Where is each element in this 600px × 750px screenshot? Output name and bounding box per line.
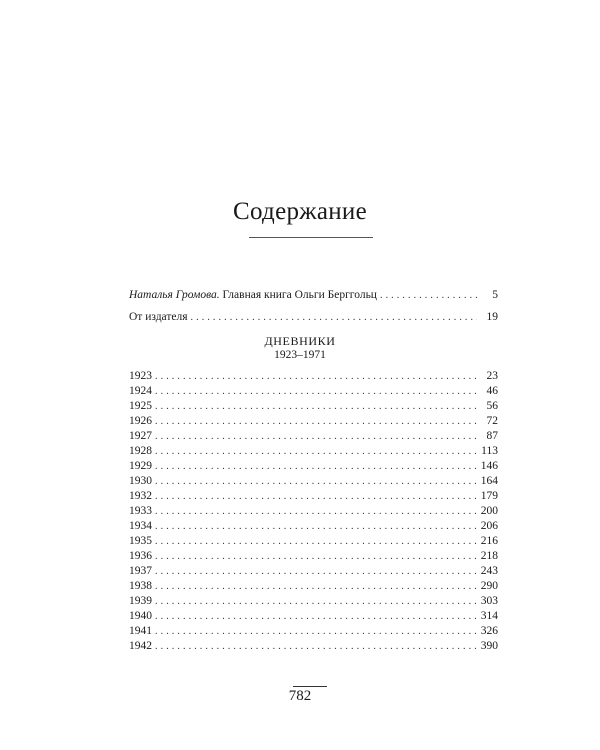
leader-dots [155,579,477,594]
toc-entry[interactable] [129,288,498,310]
toc-entry-label [129,288,377,303]
leader-dots [155,429,477,444]
toc-entry[interactable] [129,549,498,564]
toc-entry-page: 290 [480,580,498,592]
toc-entry[interactable] [129,384,498,399]
leader-dots [155,549,477,564]
toc-entry-year: 1933 [129,505,152,517]
toc-entry-year: 1930 [129,475,152,487]
toc-years-list [129,369,498,654]
toc-entry-year: 1941 [129,625,152,637]
toc-entry-year: 1939 [129,595,152,607]
toc-entry-title: От издателя [129,311,188,323]
toc-entry-page: 218 [480,550,498,562]
toc-entry[interactable] [129,444,498,459]
toc-entry-page: 56 [486,400,498,412]
toc-entry-page: 164 [480,475,498,487]
toc-entry-page: 179 [480,490,498,502]
toc-entry-year: 1942 [129,640,152,652]
toc-entry-page: 303 [480,595,498,607]
leader-dots [155,414,477,429]
title-underline [249,237,373,238]
folio-rule [293,686,327,687]
toc-entry-page: 216 [480,535,498,547]
toc-entry[interactable] [129,639,498,654]
toc-entry-year: 1936 [129,550,152,562]
leader-dots [380,288,477,303]
toc-entry-page: 72 [486,415,498,427]
toc-entry-page: 243 [480,565,498,577]
leader-dots [155,459,477,474]
toc-entry-page: 23 [486,370,498,382]
toc-entry-year: 1929 [129,460,152,472]
toc-entry-year: 1934 [129,520,152,532]
section-heading [0,334,600,362]
toc-entry-label [129,310,188,325]
toc-entry[interactable] [129,474,498,489]
toc-entry-page: 390 [480,640,498,652]
toc-entry[interactable] [129,519,498,534]
toc-entry[interactable] [129,594,498,609]
toc-entry[interactable] [129,504,498,519]
toc-entry-year: 1923 [129,370,152,382]
leader-dots [191,310,477,325]
toc-entry-year: 1937 [129,565,152,577]
leader-dots [155,609,477,624]
section-years: 1923–1971 [274,349,326,361]
toc-entry-page: 146 [480,460,498,472]
toc-intro-list [129,288,498,332]
toc-entry-page: 206 [480,520,498,532]
toc-entry[interactable] [129,534,498,549]
toc-entry[interactable] [129,399,498,414]
toc-entry[interactable] [129,624,498,639]
leader-dots [155,384,477,399]
toc-entry-page: 46 [486,385,498,397]
leader-dots [155,594,477,609]
toc-entry[interactable] [129,609,498,624]
leader-dots [155,489,477,504]
toc-entry-year: 1926 [129,415,152,427]
toc-entry[interactable] [129,429,498,444]
leader-dots [155,519,477,534]
toc-entry-year: 1924 [129,385,152,397]
toc-entry[interactable] [129,369,498,384]
leader-dots [155,399,477,414]
toc-entry-page: 200 [480,505,498,517]
toc-entry-year: 1925 [129,400,152,412]
toc-entry-title: Главная книга Ольги Берггольц [219,289,377,301]
toc-entry[interactable] [129,310,498,332]
toc-entry[interactable] [129,579,498,594]
page-title: Содержание [233,198,367,225]
toc-entry[interactable] [129,489,498,504]
toc-entry-year: 1935 [129,535,152,547]
toc-entry-page: 87 [486,430,498,442]
leader-dots [155,369,477,384]
leader-dots [155,504,477,519]
toc-entry-year: 1940 [129,610,152,622]
leader-dots [155,534,477,549]
page-number: 782 [288,688,312,704]
toc-entry-year: 1928 [129,445,152,457]
leader-dots [155,444,477,459]
toc-entry-year: 1927 [129,430,152,442]
toc-entry-author: Наталья Громова. [129,289,220,301]
toc-entry-year: 1938 [129,580,152,592]
leader-dots [155,624,477,639]
toc-entry-page: 5 [492,289,498,301]
section-title: ДНЕВНИКИ [264,334,336,348]
toc-entry-page: 314 [480,610,498,622]
toc-entry-page: 326 [480,625,498,637]
leader-dots [155,564,477,579]
toc-entry[interactable] [129,414,498,429]
leader-dots [155,639,477,654]
leader-dots [155,474,477,489]
toc-entry-page: 19 [486,311,498,323]
toc-entry-year: 1932 [129,490,152,502]
toc-entry[interactable] [129,564,498,579]
toc-entry-page: 113 [481,445,498,457]
toc-entry[interactable] [129,459,498,474]
